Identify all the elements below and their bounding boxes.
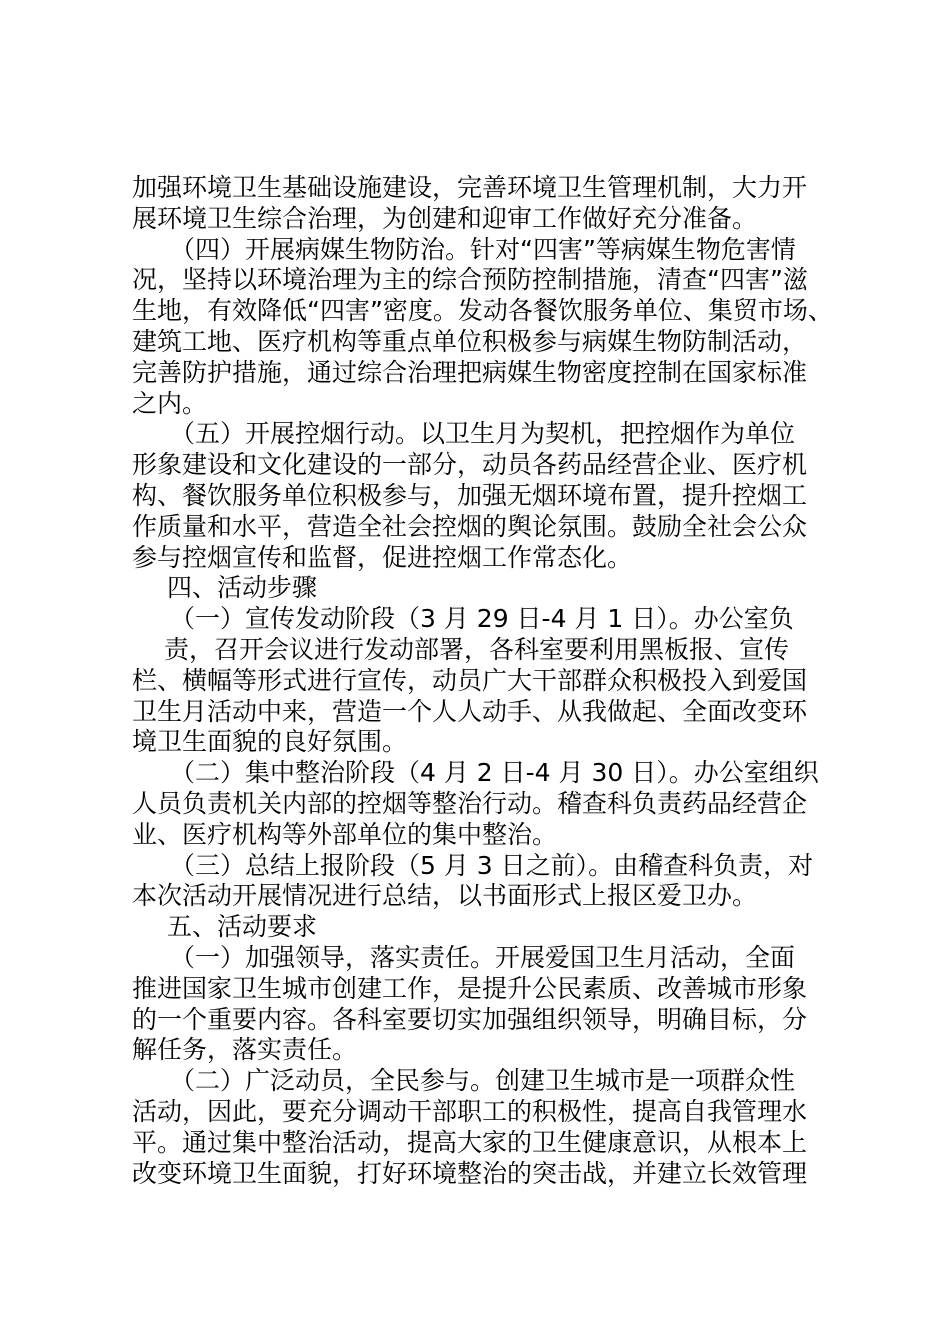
text-line: 形象建设和文化建设的一部分，动员各药品经营企业、医疗机 (132, 450, 808, 480)
text-line: 加强环境卫生基础设施建设，完善环境卫生管理机制，大力开 (132, 173, 808, 202)
text-line: 推进国家卫生城市创建工作，是提升公民素质、改善城市形象 (132, 973, 808, 1003)
text-line: 改变环境卫生面貌，打好环境整治的突击战，并建立长效管理 (132, 1158, 808, 1188)
text-line: 况，坚持以环境治理为主的综合预防控制措施，清查“四害”滋 (132, 265, 808, 295)
text-line: 平。通过集中整治活动，提高大家的卫生健康意识，从根本上 (132, 1127, 808, 1157)
text-line: 人员负责机关内部的控烟等整治行动。稽查科负责药品经营企 (132, 788, 808, 818)
text-line: 本次活动开展情况进行总结，以书面形式上报区爱卫办。 (132, 881, 758, 911)
text-line: 解任务，落实责任。 (132, 1035, 358, 1065)
step-3-heading: （三）总结上报阶段（5 月 3 日之前）。由稽查科负责，对 (170, 850, 814, 880)
section-heading-5: 五、活动要求 (167, 912, 318, 942)
text-line: 的一个重要内容。各科室要切实加强组织领导，明确目标，分 (132, 1004, 808, 1034)
text-line: 卫生月活动中来，营造一个人人动手、从我做起、全面改变环 (132, 696, 808, 726)
text-line: 展环境卫生综合治理，为创建和迎审工作做好充分准备。 (132, 203, 758, 233)
paragraph-heading-5: （五）开展控烟行动。以卫生月为契机，把控烟作为单位 (170, 419, 796, 449)
text-line: 建筑工地、医疗机构等重点单位积极参与病媒生物防制活动， (132, 326, 808, 356)
requirement-2-heading: （二）广泛动员，全民参与。创建卫生城市是一项群众性 (170, 1066, 796, 1096)
text-line: 构、餐饮服务单位积极参与，加强无烟环境布置，提升控烟工 (132, 480, 808, 510)
text-line: 之内。 (132, 388, 208, 418)
section-heading-4: 四、活动步骤 (167, 573, 318, 603)
text-line: 境卫生面貌的良好氛围。 (132, 727, 408, 757)
body-text (132, 173, 832, 1189)
text-line: 栏、横幅等形式进行宣传，动员广大干部群众积极投入到爱国 (132, 665, 808, 695)
step-1-heading: （一）宣传发动阶段（3 月 29 日-4 月 1 日）。办公室负 (170, 604, 794, 634)
text-line: 参与控烟宣传和监督，促进控烟工作常态化。 (132, 542, 633, 572)
requirement-1-heading: （一）加强领导，落实责任。开展爱国卫生月活动，全面 (170, 942, 796, 972)
paragraph-heading-4: （四）开展病媒生物防治。针对“四害”等病媒生物危害情 (170, 234, 796, 264)
step-2-heading: （二）集中整治阶段（4 月 2 日-4 月 30 日）。办公室组织 (170, 758, 819, 788)
text-line: 责，召开会议进行发动部署，各科室要利用黑板报、宣传 (164, 634, 790, 664)
text-line: 业、医疗机构等外部单位的集中整治。 (132, 819, 558, 849)
text-line: 生地，有效降低“四害”密度。发动各餐饮服务单位、集贸市场、 (132, 296, 833, 326)
text-line: 完善防护措施，通过综合治理把病媒生物密度控制在国家标准 (132, 357, 808, 387)
text-line: 作质量和水平，营造全社会控烟的舆论氛围。鼓励全社会公众 (132, 511, 808, 541)
text-line: 活动，因此，要充分调动干部职工的积极性，提高自我管理水 (132, 1096, 808, 1126)
